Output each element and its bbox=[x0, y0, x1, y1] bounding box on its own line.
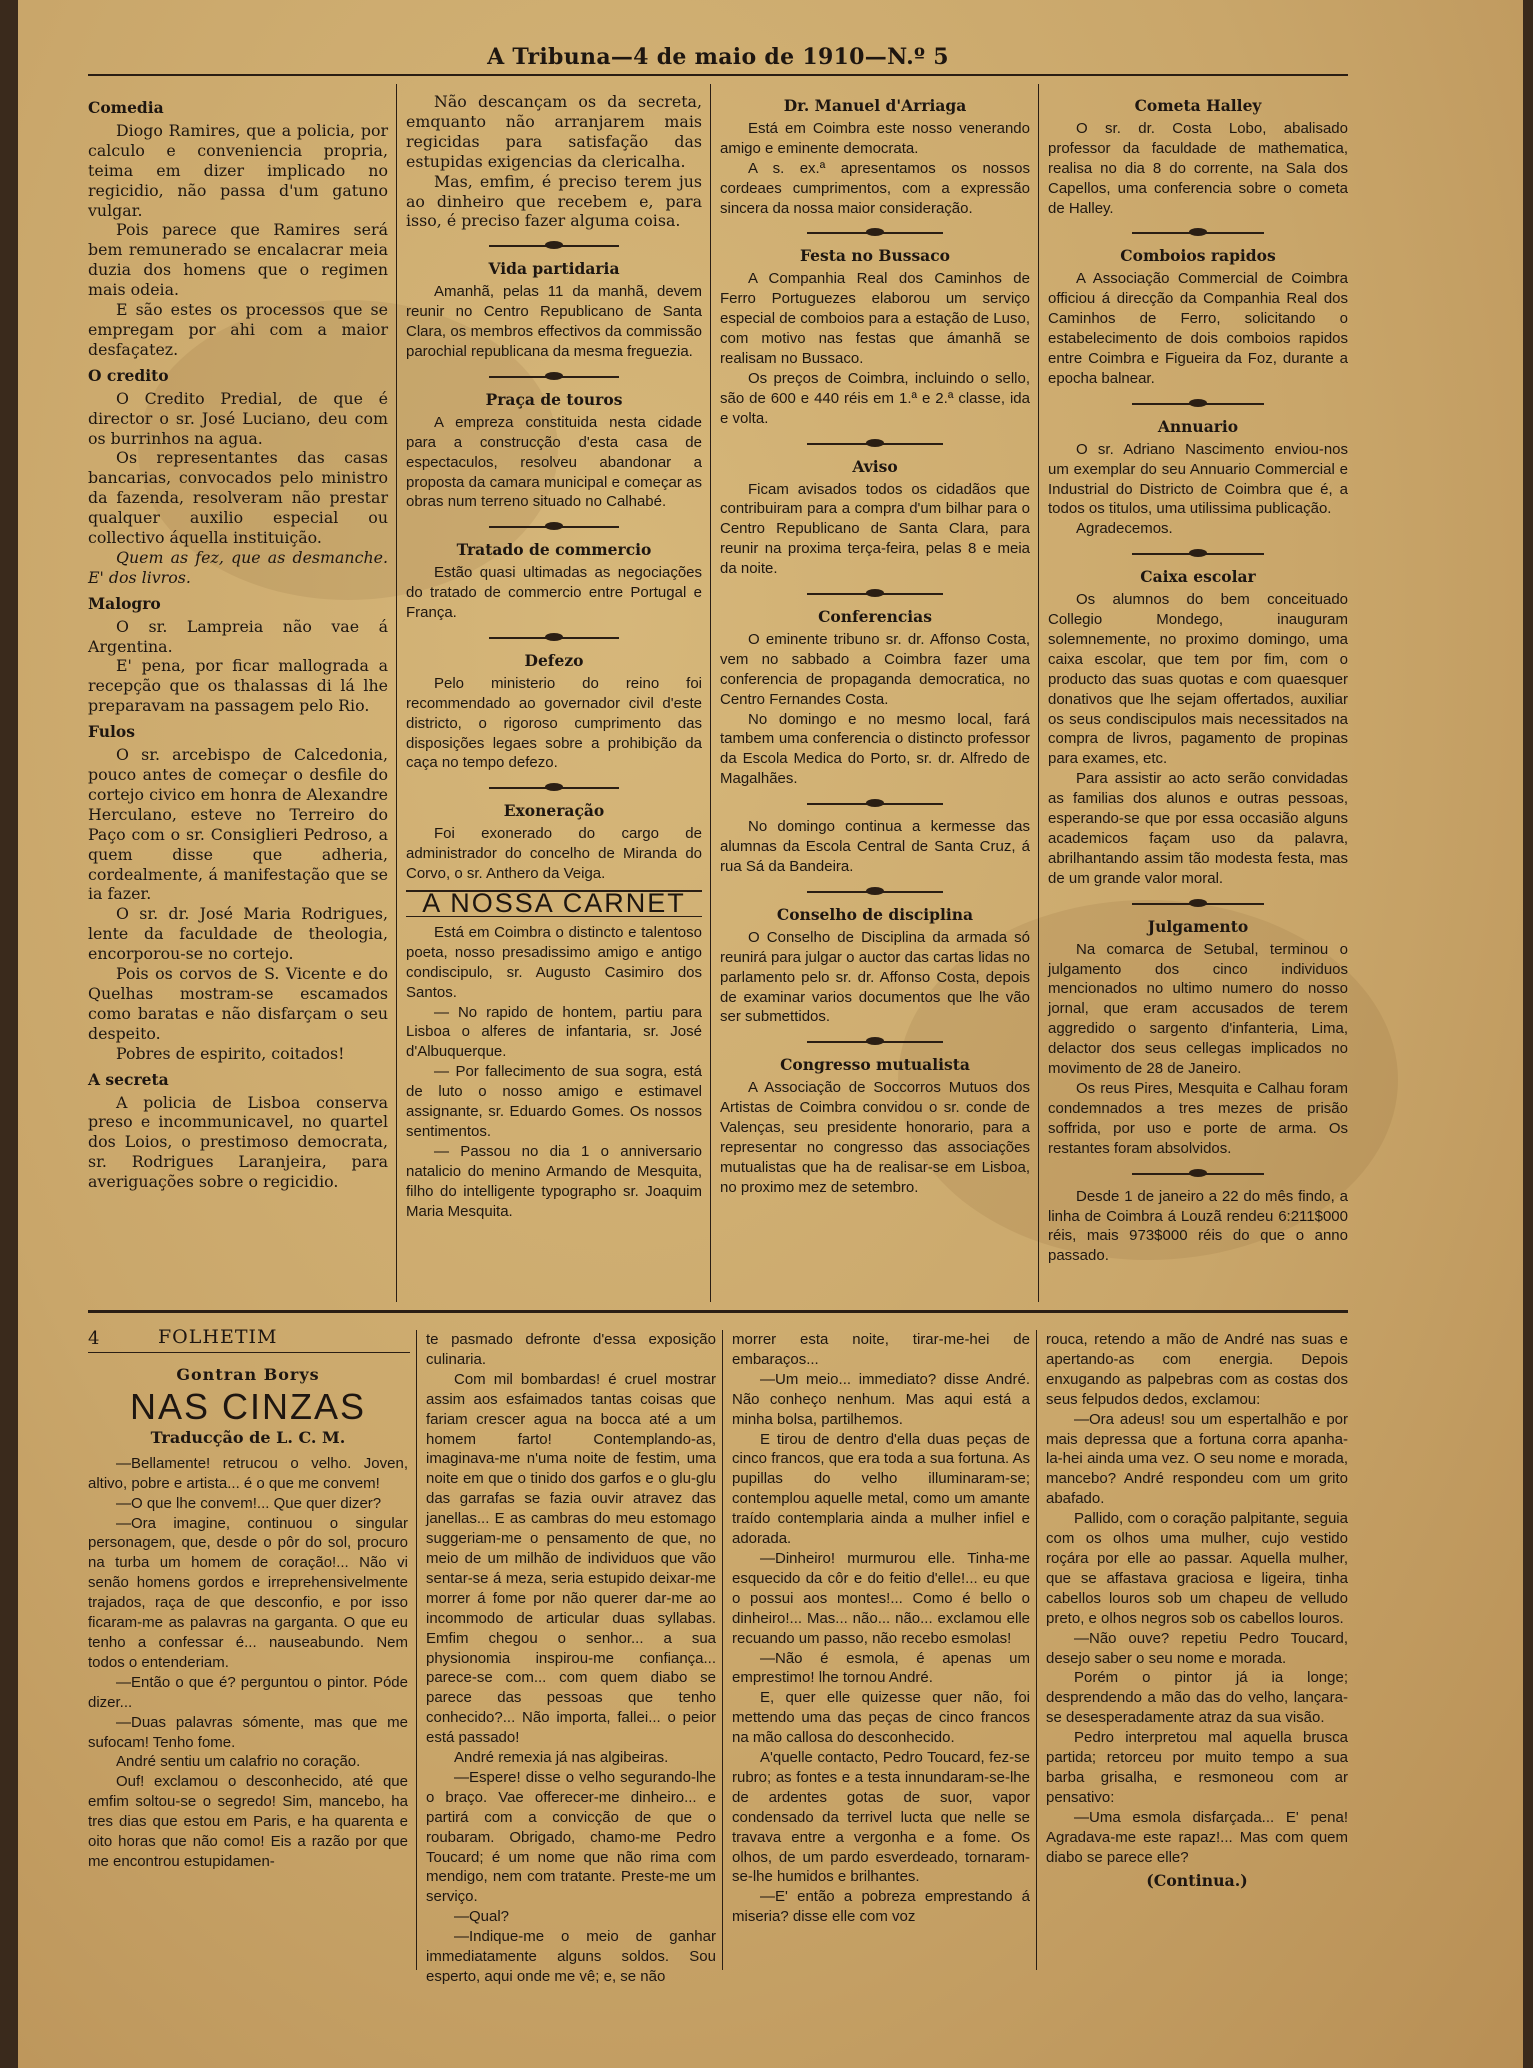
paragraph: Pedro interpretou mal aquella brusca partida; retorceu por muito tempo a sua barba grisalha, e resmoneou com ar pensativo: bbox=[1046, 1729, 1348, 1806]
ornament-divider bbox=[720, 1035, 1030, 1049]
paragraph: —Dinheiro! murmurou elle. Tinha-me esquecido da côr e do feitio d'elle!... eu que o possui aos montes!... Como é bello o dinheiro!... Mas... não... não... exclamou elle recuando um passo, não recebo esmolas! bbox=[732, 1549, 1030, 1647]
page-header: A Tribuna—4 de maio de 1910—N.º 5 bbox=[487, 44, 949, 70]
ornament-divider bbox=[720, 885, 1030, 899]
article-title: O credito bbox=[88, 365, 169, 385]
article-title: Julgamento bbox=[1147, 916, 1249, 936]
paragraph: Pois parece que Ramires será bem remunerado se encalacrar meia duzia dos homens que o regimen mais odeia. bbox=[88, 220, 388, 300]
paragraph: —Um meio... immediato? disse André. Não conheço nenhum. Mas aqui está a minha bolsa, partilhemos. bbox=[732, 1370, 1030, 1428]
paragraph: —Ora adeus! sou um espertalhão e por mais depressa que a fortuna corra apanha-la-hei ainda uma vez. O seu nome e morada, mancebo? André respondeu com um grito abafado. bbox=[1046, 1410, 1348, 1508]
paragraph: O sr. Adriano Nascimento enviou-nos um exemplar do seu Annuario Commercial e Industrial do Districto de Coimbra que é, a todos os titulos, uma utilissima publicação. bbox=[1048, 440, 1348, 518]
article-title: Congresso mutualista bbox=[780, 1055, 970, 1075]
article-title: Conferencias bbox=[818, 607, 932, 627]
carnet-heading: A NOSSA CARNET bbox=[406, 890, 702, 917]
paragraph: E tirou de dentro d'ella duas peças de cinco francos, que era toda a sua fortuna. As pupillas do velho illuminaram-se; contemplou aquelle metal, como um amante traído contemplaria ainda a mulher infiel e adorada. bbox=[732, 1430, 1030, 1548]
article-title: Malogro bbox=[88, 593, 161, 613]
paragraph: O sr. arcebispo de Calcedonia, pouco antes de começar o desfile do cortejo civico em honra de Alexandre Herculano, esteve no Terreiro do Paço com o sr. Consiglieri Pedroso, a quem disse que adheria, cordealmente, á manifestação que se ia fazer. bbox=[88, 745, 388, 904]
paragraph: Os alumnos do bem conceituado Collegio Mondego, inauguram solemnemente, no proximo domingo, uma caixa escolar, que tem por fim, com o producto das suas quotas e com quaesquer donativos que lhe sejam offertados, auxiliar os seus condiscipulos mais necessitados na compra de livros, pagamento de propinas para exames, etc. bbox=[1048, 591, 1348, 768]
article-title: Defezo bbox=[524, 650, 584, 670]
paragraph: —O que lhe convem!... Que quer dizer? bbox=[116, 1494, 382, 1512]
column-1 bbox=[88, 92, 388, 1192]
folhetim-column-2 bbox=[426, 1330, 716, 1987]
paragraph: Está em Coimbra este nosso venerando amigo e eminente democrata. bbox=[720, 119, 1030, 157]
paragraph: — Passou no dia 1 o anniversario natalicio do menino Armando de Mesquita, filho do intelligente typographo sr. Joaquim Maria Mesquita. bbox=[406, 1142, 702, 1220]
column-2 bbox=[406, 92, 702, 1222]
paragraph: Os preços de Coimbra, incluindo o sello, são de 600 e 440 réis em 1.ª e 2.ª classe, ida e volta. bbox=[720, 369, 1030, 427]
ornament-divider bbox=[720, 587, 1030, 601]
paragraph: Desde 1 de janeiro a 22 do mês findo, a linha de Coimbra á Louzã rendeu 6:211$000 réis, mais 973$000 réis do que o anno passado. bbox=[1048, 1187, 1348, 1265]
column-4 bbox=[1048, 92, 1348, 1266]
column-rule bbox=[1038, 84, 1039, 1302]
ornament-divider bbox=[1048, 226, 1348, 240]
article-title: Festa no Bussaco bbox=[800, 246, 950, 266]
column-rule bbox=[722, 1330, 723, 1970]
newspaper-page bbox=[18, 0, 1523, 2068]
ornament-divider bbox=[1048, 1167, 1348, 1181]
paragraph: —Não ouve? repetiu Pedro Toucard, desejo saber o seu nome e morada. bbox=[1046, 1629, 1348, 1667]
paragraph: Foi exonerado do cargo de administrador do concelho de Miranda do Corvo, o sr. Anthero da Veiga. bbox=[406, 825, 702, 883]
column-rule bbox=[416, 1330, 417, 1970]
paragraph: Amanhã, pelas 11 da manhã, devem reunir no Centro Republicano de Santa Clara, os membros effectivos da commissão parochial republicana da mesma freguezia. bbox=[406, 283, 702, 360]
paragraph: Quem as fez, que as desmanche. E' dos livros. bbox=[88, 547, 388, 587]
paragraph: Diogo Ramires, que a policia, por calculo e conveniencia propria, teima em dizer implicado no regicidio, não passa d'um gatuno vulgar. bbox=[88, 120, 388, 220]
paragraph: Mas, emfim, é preciso terem jus ao dinheiro que recebem e, para isso, é preciso fazer alguma coisa. bbox=[406, 171, 702, 231]
paragraph: Pallido, com o coração palpitante, seguia com os olhos uma mulher, cujo vestido roçára por elle ao passar. Aquella mulher, que se affastava graciosa e ligeira, tinha cabellos louros sob um chapeu de velludo preto, e olhos negros sob os cabellos louros. bbox=[1046, 1510, 1348, 1627]
article-title: Vida partidaria bbox=[488, 259, 620, 279]
paragraph: Estão quasi ultimadas as negociações do tratado de commercio entre Portugal e França. bbox=[406, 564, 702, 622]
paragraph: A policia de Lisboa conserva preso e incommunicavel, no quartel dos Loios, o prestimoso democrata, sr. Rodrigues Laranjeira, para averiguações sobre o regicidio. bbox=[88, 1092, 388, 1192]
column-rule bbox=[710, 84, 711, 1302]
paragraph: O Credito Predial, de que é director o sr. José Luciano, deu com os burrinhos na agua. bbox=[88, 388, 388, 448]
folhetim-rule bbox=[88, 1352, 410, 1353]
article-title: A secreta bbox=[88, 1069, 169, 1089]
paragraph: Os representantes das casas bancarias, convocados pelo ministro da fazenda, resolveram não prestar qualquer auxilio especial ou collectivo áquella instituição. bbox=[88, 448, 388, 548]
ornament-divider bbox=[1048, 897, 1348, 911]
column-rule bbox=[396, 84, 397, 1302]
paragraph: O sr. dr. José Maria Rodrigues, lente da faculdade de theologia, encorporou-se no cortejo. bbox=[88, 904, 388, 964]
article-title: Comboios rapidos bbox=[1120, 246, 1276, 266]
paragraph: A s. ex.ª apresentamos os nossos cordeaes cumprimentos, com a expressão sincera da nossa maior consideração. bbox=[720, 159, 1030, 217]
article-title: Conselho de disciplina bbox=[776, 904, 974, 924]
novel-title: NAS CINZAS bbox=[129, 1385, 367, 1427]
column-3 bbox=[720, 92, 1030, 1198]
paragraph: A Associação de Soccorros Mutuos dos Artistas de Coimbra convidou o sr. conde de Valenças, seu presidente honorario, para a representar no congresso das associações mutualistas que ha de realisar-se em Lisboa, no proximo mez de setembro. bbox=[720, 1079, 1030, 1196]
paragraph: — Por fallecimento de sua sogra, está de luto o nosso amigo e estimavel assignante, sr. Eduardo Gomes. Os nossos sentimentos. bbox=[406, 1063, 702, 1140]
paragraph: Pelo ministerio do reino foi recommendado ao governador civil d'este districto, o rigoroso cumprimento das disposições legaes sobre a prohibição da caça no tempo defezo. bbox=[406, 674, 702, 772]
paragraph: Agradecemos. bbox=[1076, 520, 1173, 538]
paragraph: Os reus Pires, Mesquita e Calhau foram condemnados a tres mezes de prisão soffrida, por uso e porte de arma. Os restantes foram absolvidos. bbox=[1048, 1079, 1348, 1157]
column-rule bbox=[1036, 1330, 1037, 1970]
article-title: Dr. Manuel d'Arriaga bbox=[783, 96, 967, 115]
paragraph: No domingo e no mesmo local, fará tambem uma conferencia o distincto professor da Escola Medica do Porto, sr. dr. Alfredo de Magalhães. bbox=[720, 710, 1030, 788]
paragraph: André remexia já nas algibeiras. bbox=[454, 1749, 669, 1767]
folhetim-title: FOLHETIM bbox=[158, 1326, 278, 1348]
paragraph: Na comarca de Setubal, terminou o julgamento dos cinco individuos mencionados no ultimo numero do nosso jornal, que eram accusados de terem aggredido o sargento d'infanteria, Lima, delactor dos seus cellegas implicados no movimento de 28 de Janeiro. bbox=[1048, 940, 1348, 1078]
paragraph: te pasmado defronte d'essa exposição culinaria. bbox=[426, 1331, 716, 1368]
paragraph: O sr. Lampreia não vae á Argentina. bbox=[88, 616, 388, 656]
paragraph: André sentiu um calafrio no coração. bbox=[116, 1753, 361, 1771]
article-title: Annuario bbox=[1157, 416, 1239, 436]
article-title: Tratado de commercio bbox=[456, 540, 652, 560]
paragraph: —Não é esmola, é apenas um emprestimo! lhe tornou André. bbox=[732, 1649, 1030, 1687]
author-name: Gontran Borys bbox=[176, 1365, 320, 1384]
article-title: Cometa Halley bbox=[1134, 96, 1262, 115]
paragraph: E, quer elle quizesse quer não, foi mettendo uma das peças de cinco francos na mão callosa do desconhecido. bbox=[732, 1689, 1030, 1747]
paragraph: —E' então a pobreza emprestando á miseria? disse elle com voz bbox=[732, 1888, 1030, 1926]
ornament-divider bbox=[406, 370, 702, 384]
paragraph: Ficam avisados todos os cidadãos que contribuiram para a compra d'um bilhar para o Centro Republicano de Santa Clara, para reunir na proxima terça-feira, pelas 8 e meia da noite. bbox=[720, 480, 1030, 578]
paragraph: Está em Coimbra o distincto e talentoso poeta, nosso presadissimo amigo e antigo condiscipulo, sr. Augusto Casimiro dos Santos. bbox=[406, 923, 702, 1001]
paragraph: Porém o pintor já ia longe; desprendendo a mão das do velho, lançara-se desesperadamente atraz da sua visão. bbox=[1046, 1669, 1348, 1727]
article-title: Praça de touros bbox=[485, 389, 623, 409]
ornament-divider bbox=[1048, 547, 1348, 561]
article-title: Exoneração bbox=[503, 801, 605, 821]
paragraph: Para assistir ao acto serão convidadas as familias dos alunos e outras pessoas, esperando-se que por essa occasião alguns academicos façam uso da palavra, abrilhantando assim tão modesta festa, mas de um grande valor moral. bbox=[1048, 770, 1348, 887]
folhetim-column-1 bbox=[88, 1362, 408, 1872]
paragraph: —Duas palavras sómente, mas que me sufocam! Tenho fome. bbox=[88, 1713, 408, 1751]
paragraph: Ouf! exclamou o desconhecido, até que emfim soltou-se o segredo! Sim, mancebo, ha tres dias que estou em Paris, e ha quarenta e oito horas que não como! Eis a razão por que me encontrou estupidamen- bbox=[88, 1773, 408, 1870]
paragraph: Pobres de espirito, coitados! bbox=[116, 1043, 345, 1063]
folhetim-column-3 bbox=[732, 1330, 1030, 1927]
paragraph: —Indique-me o meio de ganhar immediatamente alguns soldos. Sou esperto, aqui onde me vê; e, se não bbox=[426, 1928, 716, 1985]
paragraph: —Uma esmola disfarçada... E' pena! Agradava-me este rapaz!... Mas com quem diabo se parece elle? bbox=[1046, 1808, 1348, 1866]
page-number: 4 bbox=[88, 1328, 100, 1349]
ornament-divider bbox=[406, 781, 702, 795]
paragraph: Com mil bombardas! é cruel mostrar assim aos esfaimados tantas coisas que fariam crescer agua na bocca até a um homem farto! Contemplando-as, imaginava-me n'uma noite de festim, uma noite em que o tinido dos garfos e o glu-glu das garrafas se fazia ouvir atravez das janellas... E as cambras do meu estomago suggeriam-me o pensamento de que, no meio de um milhão de individuos que vão sentar-se á meza, seria estupido deixar-me morrer á fome por não querer dar-me ao incommodo de articular duas syllabas. Emfim chegou o senhor... a sua physionomia inspirou-me confiança... parece-se com... com quem diabo se parece das pessoas que tenho conhecido?... Não importa, fallei... o peior está passado! bbox=[426, 1370, 716, 1747]
folhetim-column-4 bbox=[1046, 1330, 1348, 1891]
ornament-divider bbox=[406, 239, 702, 253]
paragraph: — No rapido de hontem, partiu para Lisboa o alferes de infantaria, sr. José d'Albuquerque. bbox=[406, 1003, 702, 1061]
paragraph: O sr. dr. Costa Lobo, abalisado professor da faculdade de mathematica, realisa no dia 8 do corrente, na Sala dos Capellos, uma conferencia sobre o cometa de Halley. bbox=[1048, 119, 1348, 217]
paragraph: —Bellamente! retrucou o velho. Joven, altivo, pobre e artista... é o que me convem! bbox=[88, 1454, 408, 1492]
paragraph: —Qual? bbox=[454, 1908, 510, 1926]
paragraph: A Companhia Real dos Caminhos de Ferro Portuguezes elaborou um serviço especial de comboios para a estação de Luso, com motivo nas festas que ámanhã se realisam no Bussaco. bbox=[720, 270, 1030, 367]
paragraph: morrer esta noite, tirar-me-hei de embaraços... bbox=[732, 1331, 1030, 1368]
paragraph: E' pena, por ficar mallograda a recepção que os thalassas di lá lhe preparavam na passagem pelo Rio. bbox=[88, 656, 388, 716]
ornament-divider bbox=[406, 520, 702, 534]
paragraph: O eminente tribuno sr. dr. Affonso Costa, vem no sabbado a Coimbra fazer uma conferencia de propaganda democratica, no Centro Fernandes Costa. bbox=[720, 630, 1030, 708]
paragraph: A'quelle contacto, Pedro Toucard, fez-se rubro; as fontes e a testa innundaram-se-lhe de ardentes gotas de suor, vapor condensado da terrivel lucta que nelle se travava entre a vergonha e a fome. Os olhos, de um pardo esverdeado, tornaram-se-lhe humidos e brilhantes. bbox=[732, 1749, 1030, 1886]
ornament-divider bbox=[406, 631, 702, 645]
paragraph: Não descançam os da secreta, emquanto não arranjarem mais regicidas para satisfação das estupidas exigencias da clericalha. bbox=[406, 92, 702, 171]
ornament-divider bbox=[1048, 397, 1348, 411]
paragraph: No domingo continua a kermesse das alumnas da Escola Central de Santa Cruz, á rua Sá da Bandeira. bbox=[720, 818, 1030, 875]
continued-note: (Continua.) bbox=[1146, 1871, 1248, 1891]
paragraph: —Ora imagine, continuou o singular personagem, que, desde o pôr do sol, procuro na turba um homem de coração!... Não vi senão homens gordos e irreprehensivelmente trajados, raça de que desconfio, e por isso ficaram-me as palavras na garganta. O que eu tenho a confessar é... nauseabundo. Nem todos o entenderiam. bbox=[88, 1514, 408, 1671]
paragraph: —Então o que é? perguntou o pintor. Póde dizer... bbox=[88, 1673, 408, 1711]
article-title: Aviso bbox=[852, 456, 898, 476]
paragraph: rouca, retendo a mão de André nas suas e apertando-as com energia. Depois enxugando as palpebras com as costas dos seus felpudos dedos, exclamou: bbox=[1046, 1331, 1348, 1408]
paragraph: —Espere! disse o velho segurando-lhe o braço. Vae offerecer-me dinheiro... e partirá com a convicção de que o roubaram. Obrigado, chamo-me Pedro Toucard; é um nome que não rima com mendigo, nem com tratante. Preste-me um serviço. bbox=[426, 1768, 716, 1906]
ornament-divider bbox=[720, 797, 1030, 811]
paragraph: A empreza constituida nesta cidade para a construcção d'esta casa de espectaculos, resolveu abandonar a proposta da camara municipal e começar as obras num terreno situado no Calhabé. bbox=[406, 413, 702, 511]
paragraph: A Associação Commercial de Coimbra officiou á direcção da Companhia Real dos Caminhos de Ferro, solicitando o estabelecimento de dois comboios rapidos entre Coimbra e Figueira da Foz, durante a epocha balnear. bbox=[1048, 270, 1348, 387]
article-title: Caixa escolar bbox=[1140, 567, 1256, 587]
translation-credit: Traducção de L. C. M. bbox=[150, 1427, 346, 1447]
paragraph: E são estes os processos que se empregam por ahi com a maior desfaçatez. bbox=[88, 300, 388, 359]
section-rule bbox=[88, 1310, 1348, 1313]
paragraph: Pois os corvos de S. Vicente e do Quelhas mostram-se escamados como baratas e não disfarçam o seu despeito. bbox=[88, 964, 388, 1043]
paragraph: O Conselho de Disciplina da armada só reunirá para julgar o auctor das cartas lidas no parlamento pelo sr. dr. Affonso Costa, depois de examinar varios documentos que lhe vão ser submettidos. bbox=[720, 928, 1030, 1026]
header-rule bbox=[88, 74, 1348, 76]
article-title: Fulos bbox=[88, 722, 135, 742]
article-title: Comedia bbox=[88, 98, 164, 117]
ornament-divider bbox=[720, 437, 1030, 451]
ornament-divider bbox=[720, 226, 1030, 240]
